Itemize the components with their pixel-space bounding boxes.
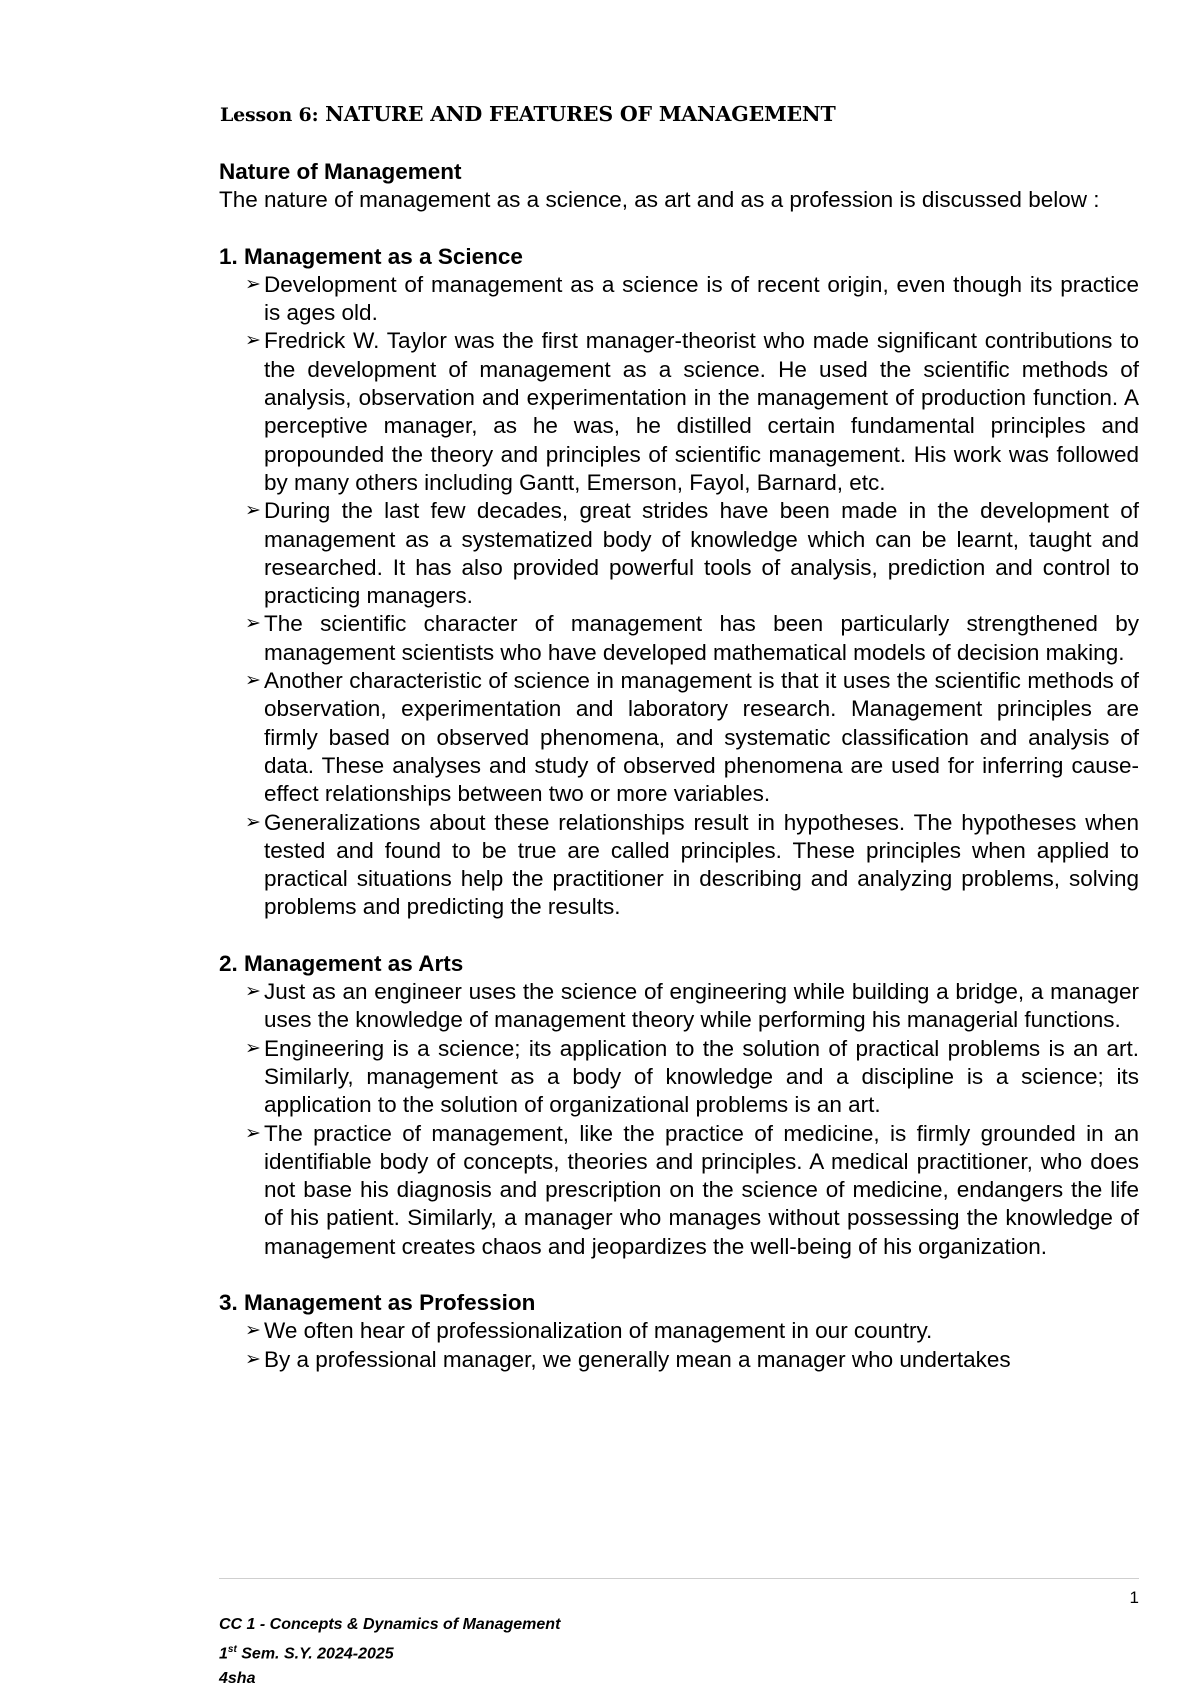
section-profession (219, 1289, 1139, 1374)
arrow-bullet-icon: ➢ (245, 500, 261, 522)
arrow-bullet-icon: ➢ (245, 273, 261, 295)
bullet-item (219, 1035, 1139, 1120)
bullet-list (219, 978, 1139, 1261)
bullet-item (219, 327, 1139, 497)
arrow-bullet-icon: ➢ (245, 1037, 261, 1059)
lesson-topic: NATURE AND FEATURES OF MANAGEMENT (325, 102, 836, 126)
arrow-bullet-icon: ➢ (245, 981, 261, 1003)
bullet-text: Fredrick W. Taylor was the first manager-theorist who made significant contributions to the development of management as a science. He used the scientific methods of analysis, observation and experimentation in the management of production function. A perceptive manager, as he was, he distilled certain fundamental principles and propounded the theory and principles of scientific management. His work was followed by many others including Gantt, Emerson, Fayol, Barnard, etc. (264, 328, 1139, 495)
bullet-item (219, 1346, 1139, 1374)
bullet-item (219, 1317, 1139, 1345)
arrow-bullet-icon: ➢ (245, 613, 261, 635)
arrow-bullet-icon: ➢ (245, 1320, 261, 1342)
footer-author: 4sha (219, 1670, 256, 1688)
bullet-text: Development of management as a science is of recent origin, even though its practice is ages old. (264, 271, 1139, 326)
bullet-item (219, 1120, 1139, 1261)
bullet-item (219, 271, 1139, 328)
footer (219, 1612, 560, 1691)
arrow-bullet-icon: ➢ (245, 811, 261, 833)
bullet-text: Just as an engineer uses the science of engineering while building a bridge, a manager uses the knowledge of management theory while performing his managerial functions. (264, 979, 1139, 1033)
bullet-item (219, 610, 1139, 667)
bullet-text: During the last few decades, great strides have been made in the development of management as a systematized body of knowledge which can be learnt, taught and researched. It has also provided powerful tools of analysis, prediction and control to practicing managers. (264, 498, 1139, 609)
footer-semester (219, 1637, 560, 1666)
spacer (219, 215, 1139, 243)
section-heading: 2. Management as Arts (219, 950, 464, 976)
bullet-item (219, 809, 1139, 922)
lesson-label: Lesson 6: (220, 104, 319, 126)
lesson-title (220, 102, 836, 126)
bullet-item (219, 497, 1139, 610)
arrow-bullet-icon: ➢ (245, 1122, 261, 1144)
section-arts (219, 950, 1139, 1261)
footer-semester-text: Sem. S.Y. 2024-2025 (236, 1645, 394, 1663)
spacer (219, 1261, 1139, 1289)
arrow-bullet-icon: ➢ (245, 330, 261, 352)
nature-heading: Nature of Management (219, 159, 462, 184)
arrow-bullet-icon: ➢ (245, 1348, 261, 1370)
bullet-text: We often hear of professionalization of management in our country. (264, 1318, 933, 1344)
footer-semester-suffix: st (227, 1644, 237, 1655)
page-number: 1 (1129, 1588, 1139, 1607)
bullet-text: Another characteristic of science in management is that it uses the scientific methods of observation, experimentation and laboratory research. Management principles are firmly based on observed phenomena, and systematic classification and analysis of data. These analyses and study of observed phenomena are used for inferring cause-effect relationships between two or more variables. (264, 668, 1139, 807)
bullet-list (219, 271, 1139, 922)
section-heading: 3. Management as Profession (219, 1289, 536, 1315)
footer-semester-number: 1 (219, 1645, 228, 1663)
section-heading: 1. Management as a Science (219, 243, 523, 269)
bullet-text: The scientific character of management has been particularly strengthened by management scientists who have developed mathematical models of decision making. (264, 611, 1139, 665)
bullet-text: By a professional manager, we generally mean a manager who undertakes (264, 1346, 1011, 1372)
bullet-item (219, 667, 1139, 808)
spacer (219, 922, 1139, 950)
section-science (219, 243, 1139, 922)
lesson-content (219, 158, 1139, 1374)
bullet-list (219, 1317, 1139, 1374)
bullet-text: The practice of management, like the practice of medicine, is firmly grounded in an identifiable body of concepts, theories and principles. A medical practitioner, who does not base his diagnosis and prescription on the science of medicine, endangers the life of his patient. Similarly, a manager who manages without possessing the knowledge of management creates chaos and jeopardizes the well-being of his organization. (264, 1120, 1139, 1259)
footer-divider (219, 1578, 1139, 1579)
nature-intro: The nature of management as a science, as art and as a profession is discussed below : (219, 187, 1100, 213)
footer-course: CC 1 - Concepts & Dynamics of Management (219, 1616, 561, 1633)
bullet-text: Engineering is a science; its application to the solution of practical problems is an art. Similarly, management as a body of knowledge and a discipline is a science; its application to the solution of organizational problems is an art. (264, 1035, 1139, 1118)
arrow-bullet-icon: ➢ (245, 670, 261, 692)
bullet-text: Generalizations about these relationships result in hypotheses. The hypotheses when tested and found to be true are called principles. These principles when applied to practical situations help the practitioner in describing and analyzing problems, solving problems and predicting the results. (264, 809, 1139, 920)
bullet-item (219, 978, 1139, 1035)
